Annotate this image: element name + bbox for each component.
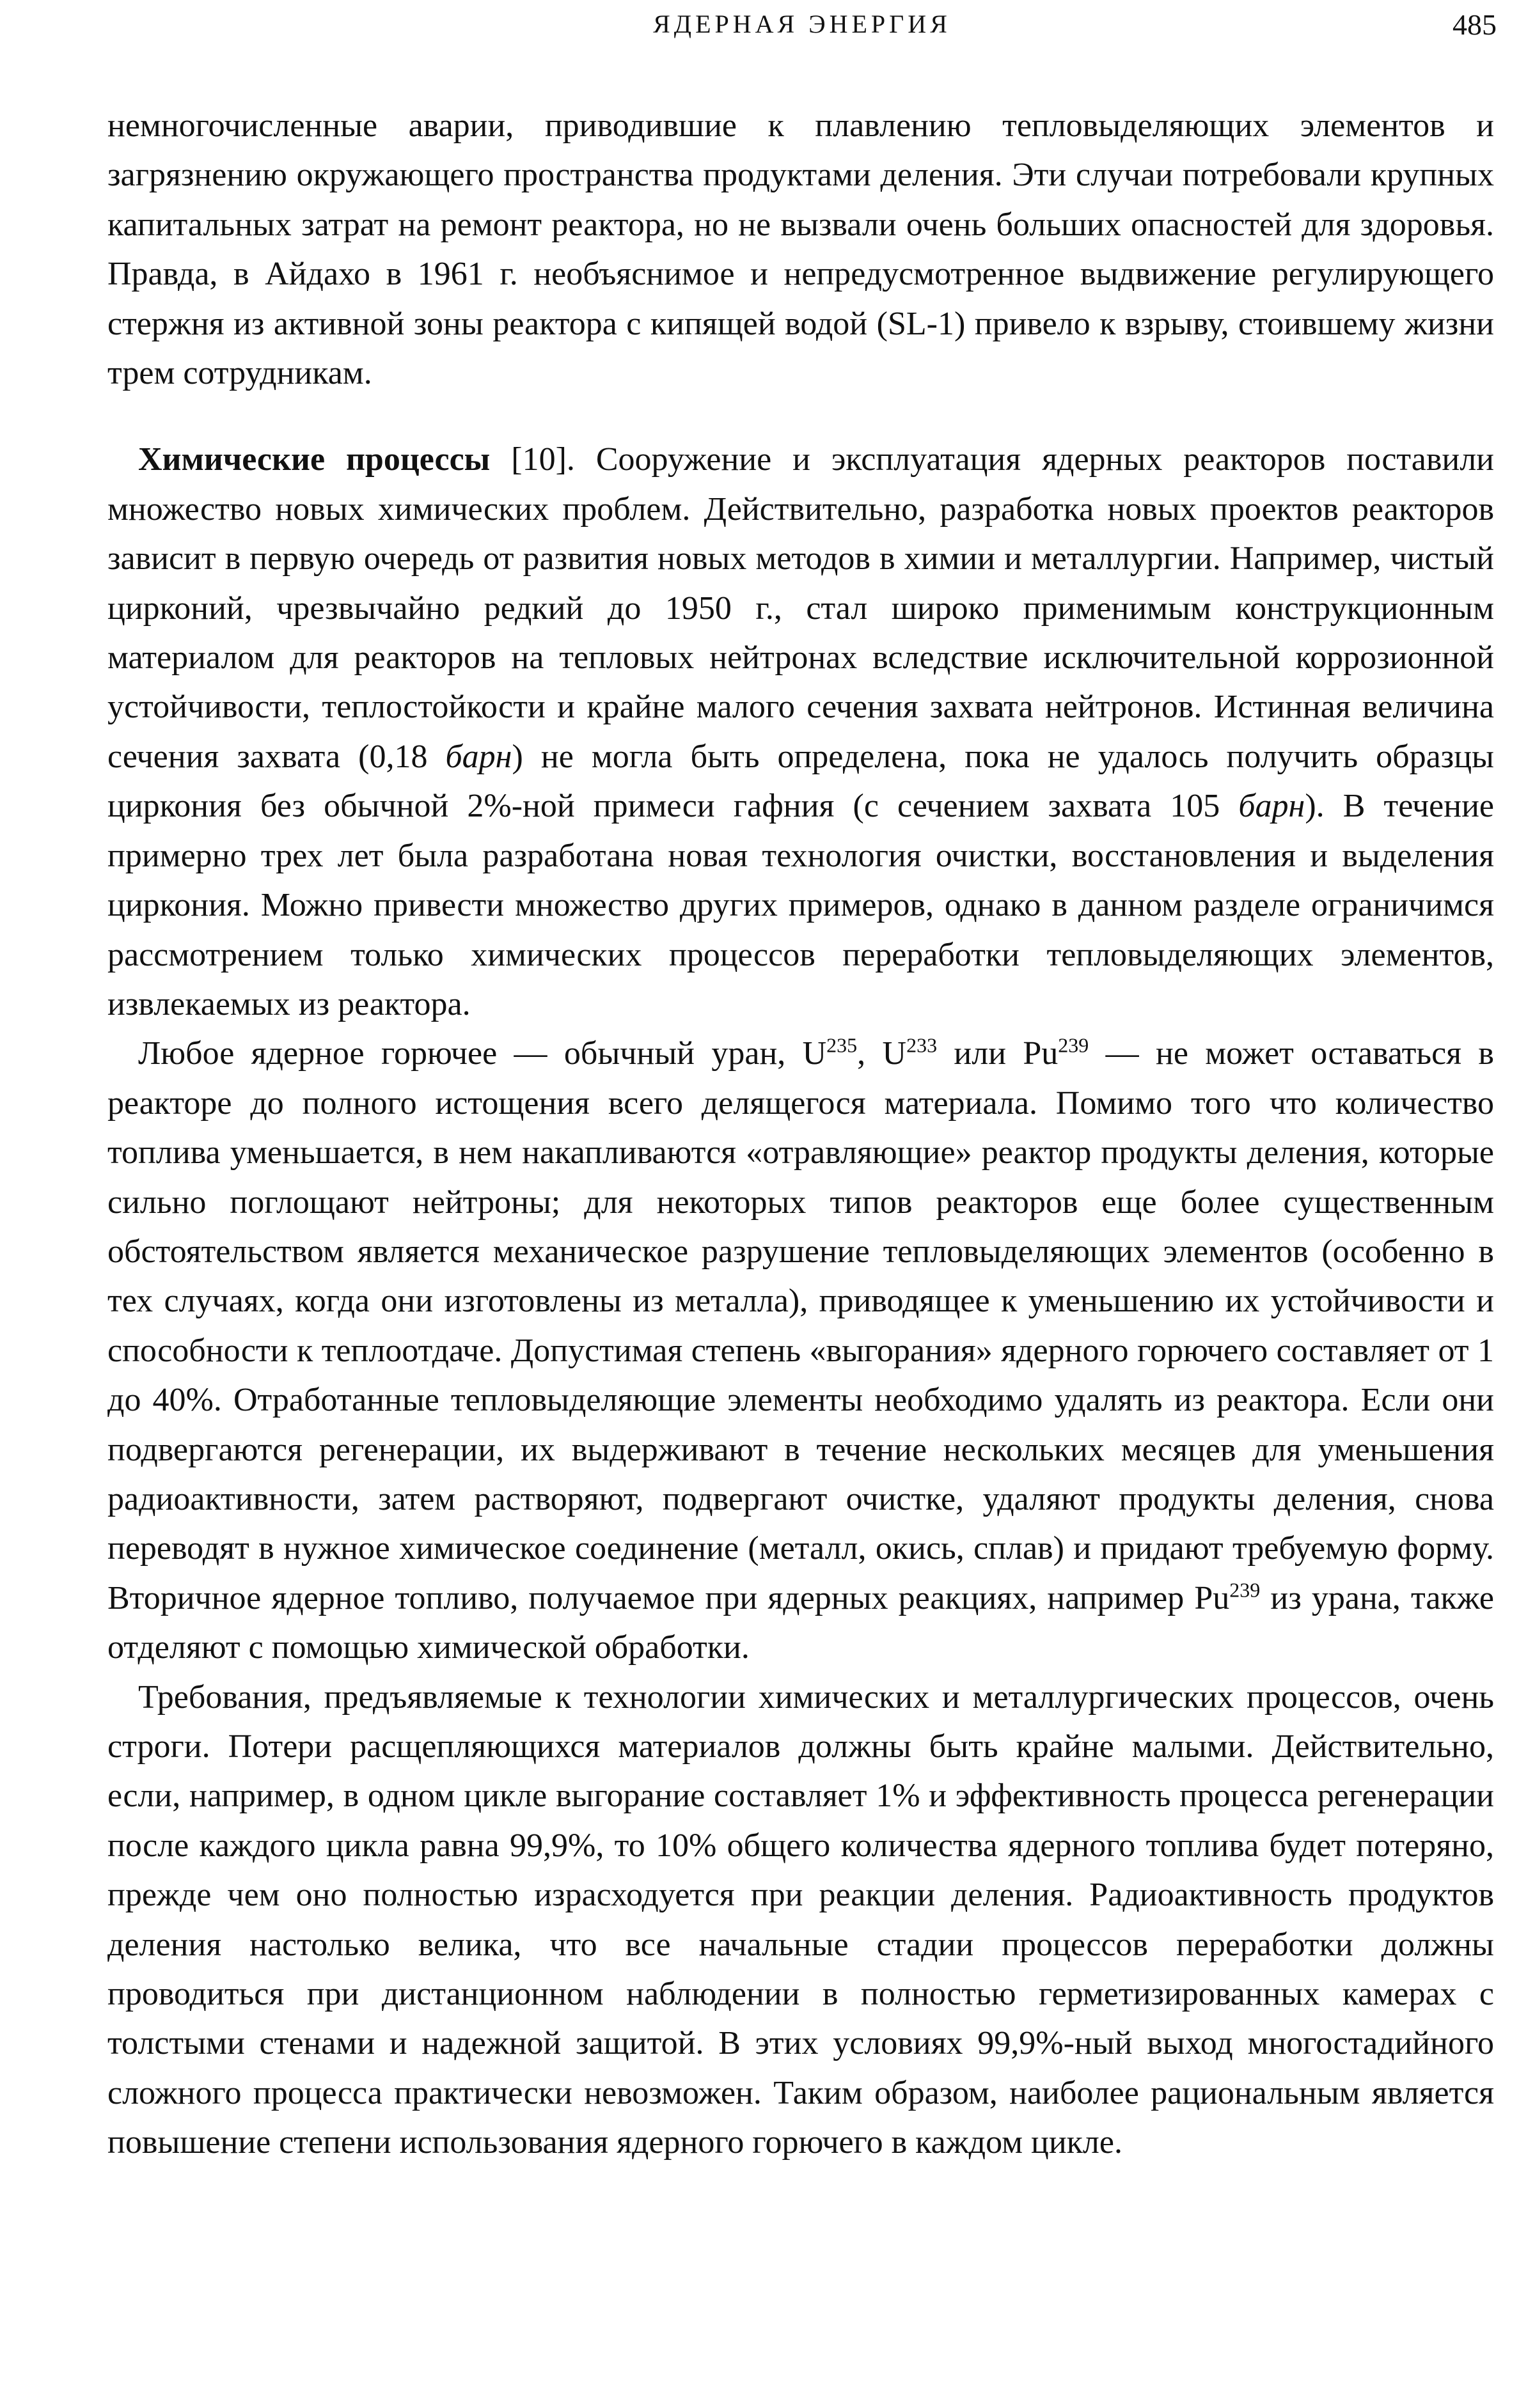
isotope-superscript: 239 [1229,1578,1261,1602]
isotope-superscript: 235 [826,1033,858,1057]
unit-barn: барн [1238,788,1305,825]
paragraph-text: ) не могла быть определена, пока не удалось получить образцы циркония без обычной 2%-ной примеси гафния (с сечением захвата 105 [107,738,1494,825]
paragraph-text: немногочисленные аварии, приводившие к плавлению тепловыделяющих элементов и загрязнению окружающего пространства продуктами деления. Эти случаи потребовали крупных капитальных затрат на ремонт реактора, но не вызвали очень больших опасностей для здоровья. Правда, в Айдахо в 1961 г. необъяснимое и непредусмотренное выдвижение регулирующего стержня из активной зоны реактора с кипящей водой (SL-1) привело к взрыву, стоившему жизни трем сотрудникам. [107,107,1494,392]
paragraph-nuclear-fuel [107,1029,1494,1672]
paragraph-accidents [107,101,1494,398]
running-head [107,4,1497,42]
paragraph-text: Любое ядерное горючее — обычный уран, U [138,1035,827,1072]
body-text [107,101,1494,2168]
paragraph-text: , U [857,1035,907,1072]
unit-barn: барн [445,738,512,775]
reference-citation: [10]. [490,441,596,478]
paragraph-text: из урана, также отделяют с помощью химической обработки. [107,1579,1494,1666]
page-number: 485 [1452,8,1497,41]
running-title: ЯДЕРНАЯ ЭНЕРГИЯ [653,10,951,38]
paragraph-requirements [107,1673,1494,2168]
section-heading: Химические процессы [138,441,491,478]
paragraph-chemical-processes [107,435,1494,1029]
paragraph-text: или Pu [937,1035,1059,1072]
isotope-superscript: 239 [1058,1033,1089,1057]
isotope-superscript: 233 [906,1033,938,1057]
paragraph-text: — не может оставаться в реакторе до полного истощения всего делящегося материала. Помимо того что количество топлива уменьшается, в нем накапливаются «отравляющие» реактор продукты деления, которые сильно поглощают нейтроны; для некоторых типов реакторов еще более существенным обстоятельством является механическое разрушение тепловыделяющих элементов (особенно в тех случаях, когда они изготовлены из металла), приводящее к уменьшению их устойчивости и способности к теплоотдаче. Допустимая степень «выгорания» ядерного горючего составляет от 1 до 40%. Отработанные тепловыделяющие элементы необходимо удалять из реактора. Если они подвергаются регенерации, их выдерживают в течение нескольких месяцев для уменьшения радиоактивности, затем растворяют, подвергают очистке, удаляют продукты деления, снова переводят в нужное химическое соединение (металл, окись, сплав) и придают требуемую форму. Вторичное ядерное топливо, получаемое при ядерных реакциях, например Pu [107,1035,1494,1616]
paragraph-text: Требования, предъявляемые к технологии химических и металлургических процессов, очень строги. Потери расщепляющихся материалов должны быть крайне малыми. Действительно, если, например, в одном цикле выгорание составляет 1% и эффективность процесса регенерации после каждого цикла равна 99,9%, то 10% общего количества ядерного топлива будет потеряно, прежде чем оно полностью израсходуется при реакции деления. Радиоактивность продуктов деления настолько велика, что все начальные стадии процессов переработки должны проводиться при дистанционном наблюдении в полностью герметизированных камерах с толстыми стенами и надежной защитой. В этих условиях 99,9%-ный выход многостадийного сложного процесса практически невозможен. Таким образом, наиболее рациональным является повышение степени использования ядерного горючего в каждом цикле. [107,1678,1494,2161]
paragraph-text: Сооружение и эксплуатация ядерных реакторов поставили множество новых химических проблем. Действительно, разработка новых проектов реакторов зависит в первую очередь от развития новых методов в химии и металлургии. Например, чистый цирконий, чрезвычайно редкий до 1950 г., стал широко применимым конструкционным материалом для реакторов на тепловых нейтронах вследствие исключительной коррозионной устойчивости, теплостойкости и крайне малого сечения захвата нейтронов. Истинная величина сечения захвата (0,18 [107,441,1494,775]
paragraph-text: ). В течение примерно трех лет была разработана новая технология очистки, восстановления и выделения циркония. Можно привести множество других примеров, однако в данном разделе ограничимся рассмотрением только химических процессов переработки тепловыделяющих элементов, извлекаемых из реактора. [107,788,1494,1022]
